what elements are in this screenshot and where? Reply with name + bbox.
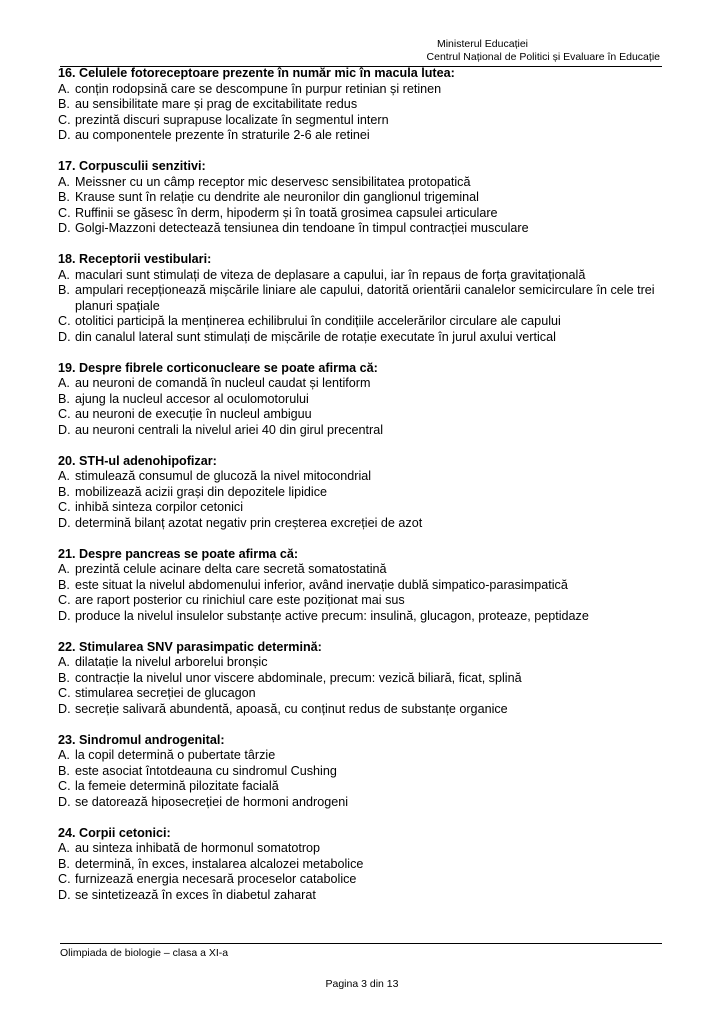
option-text: maculari sunt stimulați de viteza de deplasare a capului, iar în repaus de forța gravitațională xyxy=(75,267,586,282)
option-letter: A. xyxy=(58,267,70,282)
option-text: determină, în exces, instalarea alcalozei metabolice xyxy=(75,856,364,871)
option-letter: A. xyxy=(58,174,70,189)
answer-option xyxy=(58,609,668,625)
answer-option xyxy=(58,221,668,237)
question-title: 22. Stimularea SNV parasimpatic determină: xyxy=(58,639,322,654)
option-letter: A. xyxy=(58,469,70,483)
option-text: stimulează consumul de glucoză la nivel mitocondrial xyxy=(75,469,372,483)
option-letter: D. xyxy=(58,887,71,902)
page-header xyxy=(60,38,660,64)
option-text: conțin rodopsină care se descompune în purpur retinian și retinen xyxy=(75,81,442,96)
answer-option xyxy=(58,795,668,811)
option-text: se sintetizează în exces în diabetul zaharat xyxy=(75,887,316,902)
question-title: 24. Corpii cetonici: xyxy=(58,825,171,840)
option-text: Krause sunt în relație cu dendrite ale neuronilor din ganglionul trigeminal xyxy=(75,190,479,204)
option-letter: B. xyxy=(58,577,70,592)
option-text: au sinteza inhibată de hormonul somatotrop xyxy=(75,841,321,855)
option-letter: C. xyxy=(58,779,71,793)
question-block xyxy=(58,547,668,625)
answer-option xyxy=(58,841,668,857)
option-letter: A. xyxy=(58,655,70,669)
answer-option xyxy=(58,655,668,671)
option-letter: C. xyxy=(58,407,71,421)
answer-option xyxy=(58,314,668,330)
question-block xyxy=(58,733,668,811)
question-block xyxy=(58,826,668,904)
option-text: otolitici participă la menținerea echilibrului în condițiile accelerărilor circulare ale capului xyxy=(75,314,561,328)
answer-option xyxy=(58,407,668,423)
question-block xyxy=(58,361,668,439)
option-text: determină bilanț azotat negativ prin creșterea excreției de azot xyxy=(75,515,423,530)
option-letter: B. xyxy=(58,190,70,204)
option-text: este situat la nivelul abdomenului inferior, având inervație dublă simpatico-parasimpatică xyxy=(75,577,568,592)
question-title: 19. Despre fibrele corticonucleare se poate afirma că: xyxy=(58,360,378,375)
answer-option xyxy=(58,888,668,904)
option-letter: A. xyxy=(58,376,70,390)
option-text: la femeie determină pilozitate facială xyxy=(75,779,279,793)
answer-option xyxy=(58,376,668,392)
answer-option xyxy=(58,423,668,439)
option-letter: D. xyxy=(58,794,71,809)
answer-option xyxy=(58,283,668,314)
option-letter: D. xyxy=(58,608,71,623)
answer-option xyxy=(58,469,668,485)
option-text: au neuroni centrali la nivelul ariei 40 din girul precentral xyxy=(75,422,384,437)
option-text: furnizează energia necesară proceselor catabolice xyxy=(75,872,357,886)
option-text: secreție salivară abundentă, apoasă, cu conținut redus de substanțe organice xyxy=(75,701,508,716)
answer-option xyxy=(58,330,668,346)
option-text: contracție la nivelul unor viscere abdominale, precum: vezică biliară, ficat, splină xyxy=(75,670,522,685)
answer-option xyxy=(58,562,668,578)
answer-option xyxy=(58,206,668,222)
answer-option xyxy=(58,578,668,594)
option-letter: B. xyxy=(58,391,70,406)
question-block xyxy=(58,640,668,718)
question-title: 17. Corpusculii senzitivi: xyxy=(58,159,206,173)
question-title: 18. Receptorii vestibulari: xyxy=(58,252,212,266)
question-title: 23. Sindromul androgenital: xyxy=(58,732,225,747)
option-text: din canalul lateral sunt stimulați de mișcările de rotație executate în jurul axului vertical xyxy=(75,329,556,344)
answer-option xyxy=(58,872,668,888)
question-block xyxy=(58,66,668,144)
option-text: Golgi-Mazzoni detectează tensiunea din tendoane în timpul contracției musculare xyxy=(75,221,529,235)
option-text: se datorează hiposecreției de hormoni androgeni xyxy=(75,794,349,809)
option-text: ampulari recepționează mișcările liniare ale capului, datorită orientării canalelor semicirculare în cele trei planuri spațiale xyxy=(75,283,655,313)
option-letter: C. xyxy=(58,500,71,514)
option-letter: A. xyxy=(58,81,70,96)
option-text: are raport posterior cu rinichiul care este poziționat mai sus xyxy=(75,593,405,607)
option-text: au sensibilitate mare și prag de excitabilitate redus xyxy=(75,97,358,111)
option-letter: C. xyxy=(58,593,71,607)
answer-option xyxy=(58,82,668,98)
option-letter: C. xyxy=(58,112,71,127)
option-letter: C. xyxy=(58,314,71,328)
option-letter: C. xyxy=(58,872,71,886)
option-letter: D. xyxy=(58,515,71,530)
option-text: produce la nivelul insulelor substanțe active precum: insulină, glucagon, proteaze, peptidaze xyxy=(75,608,589,623)
questions-list xyxy=(58,66,668,919)
answer-option xyxy=(58,593,668,609)
option-letter: B. xyxy=(58,670,70,685)
answer-option xyxy=(58,748,668,764)
option-text: au neuroni de comandă în nucleul caudat și lentiform xyxy=(75,376,371,390)
question-block xyxy=(58,159,668,237)
option-text: au neuroni de execuție în nucleul ambiguu xyxy=(75,407,312,421)
page-number: Pagina 3 din 13 xyxy=(325,978,399,990)
footer-title: Olimpiada de biologie – clasa a XI-a xyxy=(60,947,229,959)
answer-option xyxy=(58,764,668,780)
option-letter: D. xyxy=(58,422,71,437)
option-text: dilatație la nivelul arborelui bronșic xyxy=(75,655,268,669)
option-text: Meissner cu un câmp receptor mic deservesc sensibilitatea protopatică xyxy=(75,174,471,189)
answer-option xyxy=(58,268,668,284)
option-text: ajung la nucleul accesor al oculomotorului xyxy=(75,391,309,406)
option-letter: D. xyxy=(58,701,71,716)
option-text: Ruffinii se găsesc în derm, hipoderm și în toată grosimea capsulei articulare xyxy=(75,205,498,220)
option-letter: C. xyxy=(58,686,71,700)
answer-option xyxy=(58,779,668,795)
answer-option xyxy=(58,671,668,687)
answer-option xyxy=(58,175,668,191)
option-text: au componentele prezente în straturile 2-6 ale retinei xyxy=(75,128,370,142)
question-title: 20. STH-ul adenohipofizar: xyxy=(58,453,217,468)
header-center: Centrul Național de Politici și Evaluare în Educație xyxy=(426,51,660,63)
option-text: este asociat întotdeauna cu sindromul Cushing xyxy=(75,763,337,778)
option-text: prezintă celule acinare delta care secretă somatostatină xyxy=(75,562,387,576)
option-letter: D. xyxy=(58,329,71,344)
question-block xyxy=(58,252,668,345)
option-letter: B. xyxy=(58,856,70,871)
option-text: la copil determină o pubertate târzie xyxy=(75,748,276,762)
answer-option xyxy=(58,500,668,516)
option-text: prezintă discuri suprapuse localizate în segmentul intern xyxy=(75,112,389,127)
answer-option xyxy=(58,516,668,532)
question-title: 16. Celulele fotoreceptoare prezente în număr mic în macula lutea: xyxy=(58,66,455,80)
option-letter: A. xyxy=(58,562,70,576)
answer-option xyxy=(58,686,668,702)
answer-option xyxy=(58,702,668,718)
answer-option xyxy=(58,113,668,129)
answer-option xyxy=(58,128,668,144)
option-text: stimularea secreției de glucagon xyxy=(75,686,256,700)
answer-option xyxy=(58,857,668,873)
answer-option xyxy=(58,392,668,408)
option-letter: D. xyxy=(58,128,71,142)
answer-option xyxy=(58,97,668,113)
option-letter: B. xyxy=(58,283,70,297)
footer-divider xyxy=(60,943,662,944)
option-letter: D. xyxy=(58,221,71,235)
option-letter: B. xyxy=(58,763,70,778)
option-letter: B. xyxy=(58,97,70,111)
option-letter: B. xyxy=(58,484,70,499)
option-letter: A. xyxy=(58,748,70,762)
option-text: mobilizează acizii grași din depozitele lipidice xyxy=(75,484,328,499)
option-letter: C. xyxy=(58,205,71,220)
question-title: 21. Despre pancreas se poate afirma că: xyxy=(58,546,299,561)
option-letter: A. xyxy=(58,841,70,855)
answer-option xyxy=(58,190,668,206)
question-block xyxy=(58,454,668,532)
header-ministry: Ministerul Educației xyxy=(436,38,528,50)
option-text: inhibă sinteza corpilor cetonici xyxy=(75,500,244,514)
answer-option xyxy=(58,485,668,501)
